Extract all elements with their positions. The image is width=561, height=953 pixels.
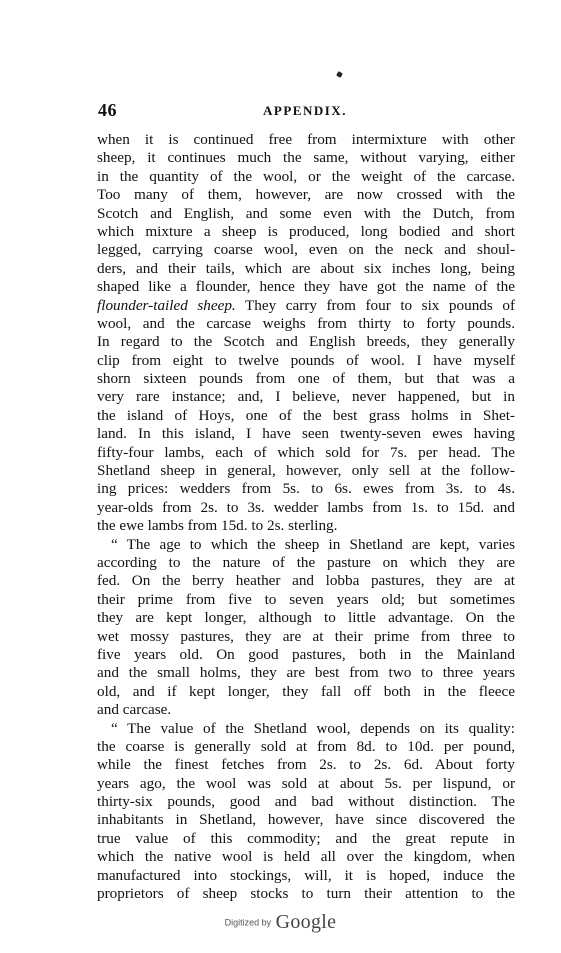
watermark-prefix: Digitized by [224,917,272,928]
text-line [97,223,515,241]
line-text: thirty-six pounds, good and bad without distinction. The [97,793,515,811]
text-line [97,664,515,682]
line-text: their prime from five to seven years old; but sometimes [97,590,515,608]
line-text: Too many of them, however, are now crossed with the [97,186,515,204]
text-line [97,333,515,351]
text-line [97,536,515,554]
text-line [97,407,515,425]
text-line [97,241,515,259]
line-text: the island of Hoys, one of the best grass holms in Shet- [97,406,515,424]
line-text: the ewe lambs from 15d. to 2s. sterling. [97,517,338,535]
line-text: true value of this commodity; and the great repute in [97,829,515,847]
line-text: shaped like a flounder, hence they have got the name of the [97,278,515,296]
line-text: ing prices: wedders from 5s. to 6s. ewes from 3s. to 4s. [97,480,515,498]
text-line [97,444,515,462]
text-line [97,885,515,903]
text-line [97,462,515,480]
text-line [97,646,515,664]
text-line [97,683,515,701]
text-line [97,480,515,498]
text-line [97,591,515,609]
line-text: when it is continued free from intermixture with other [97,131,515,148]
text-line [97,572,515,590]
text-line [97,628,515,646]
line-text: they are kept longer, although to little advantage. On the [97,609,515,627]
line-text: wet mossy pastures, they are at their prime from three to [97,627,515,645]
line-text: while the finest fetches from 2s. to 2s. 6d. About forty [97,756,515,774]
text-line [97,388,515,406]
body-text [97,131,515,903]
line-text: proprietors of sheep stocks to turn their attention to the [97,885,515,903]
text-line [97,848,515,866]
watermark-brand: Google [275,911,337,933]
text-line [97,278,515,296]
line-text: in the quantity of the wool, or the weight of the carcase. [97,167,515,185]
line-text: shorn sixteen pounds from one of them, but that was a [97,370,515,388]
text-line [97,370,515,388]
line-text: according to the nature of the pasture on which they are [97,553,515,571]
line-text: wool, and the carcase weighs from thirty to forty pounds. [97,314,515,332]
line-text: fifty-four lambs, each of which sold for 7s. per head. The [97,443,515,461]
text-line [97,738,515,756]
line-text: old, and if kept longer, they fall off both in the fleece [97,682,515,700]
line-text: years ago, the wool was sold at about 5s. per lispund, or [97,774,515,792]
italic-phrase: flounder-tailed sheep. [97,296,236,314]
text-line [97,297,515,315]
line-text: ders, and their tails, which are about six inches long, being [97,259,515,277]
text-line [97,352,515,370]
text-line [97,168,515,186]
text-line [97,720,515,738]
text-line [97,830,515,848]
line-text: sheep, it continues much the same, without varying, either [97,149,515,167]
line-text: Scotch and English, and some even with the Dutch, from [97,204,515,222]
line-text: which the native wool is held all over the kingdom, when [97,848,515,866]
line-text: five years old. On good pastures, both in the Mainland [97,645,515,663]
line-text: year-olds from 2s. to 3s. wedder lambs from 1s. to 15d. and [97,498,515,516]
text-line [97,499,515,517]
line-text: manufactured into stockings, will, it is hoped, induce the [97,866,515,884]
text-line [97,131,515,149]
text-line [97,756,515,774]
text-line [97,701,515,719]
line-text: land. In this island, I have seen twenty-seven ewes having [97,425,515,443]
page-number: 46 [98,100,117,120]
line-text: very rare instance; and, I believe, never happened, but in [97,388,515,406]
text-line [97,517,515,535]
text-line [97,260,515,278]
ink-speck [336,71,343,78]
line-text: They carry from four to six pounds of [235,296,515,314]
text-line [97,205,515,223]
line-text: Shetland sheep in general, however, only sell at the follow- [97,462,515,480]
text-line [97,867,515,885]
line-text: the coarse is generally sold at from 8d. to 10d. per pound, [97,737,515,755]
running-head: APPENDIX. [263,103,347,118]
line-text: and the small holms, they are best from two to three years [97,664,515,682]
text-line [97,425,515,443]
line-text: legged, carrying coarse wool, even on the neck and shoul- [97,241,515,259]
page-header [98,100,512,124]
text-line [97,609,515,627]
line-text: which mixture a sheep is produced, long bodied and short [97,222,515,240]
line-text: “ The value of the Shetland wool, depends on its quality: [111,719,515,737]
line-text: fed. On the berry heather and lobba pastures, they are at [97,572,515,590]
line-text: and carcase. [97,701,172,719]
text-line [97,793,515,811]
text-line [97,315,515,333]
text-line [97,149,515,167]
digitized-watermark [0,911,561,934]
text-line [97,775,515,793]
text-line [97,811,515,829]
line-text: clip from eight to twelve pounds of wool. I have myself [97,351,515,369]
line-text: In regard to the Scotch and English breeds, they generally [97,333,515,351]
line-text: “ The age to which the sheep in Shetland are kept, varies [111,535,515,553]
text-line [97,554,515,572]
line-text: inhabitants in Shetland, however, have since discovered the [97,811,515,829]
text-line [97,186,515,204]
